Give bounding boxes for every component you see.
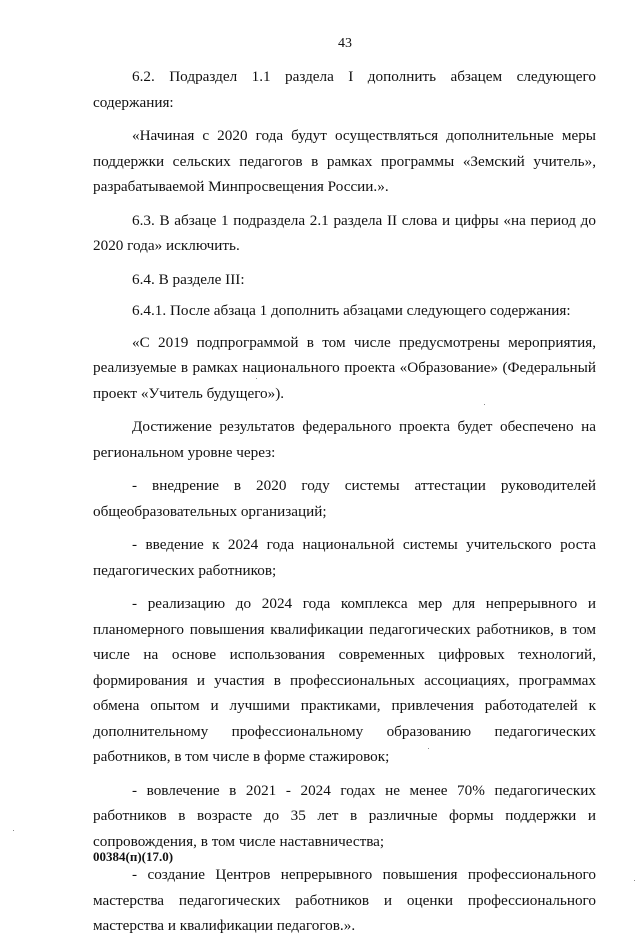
list-item-teacher-growth-system: - введение к 2024 года национальной системы учительского роста педагогических работников; [93, 536, 596, 579]
paragraph-6-2: 6.2. Подраздел 1.1 раздела I дополнить абзацем следующего содержания: [93, 68, 596, 111]
paragraph-6-4-1: 6.4.1. После абзаца 1 дополнить абзацами следующего содержания: [132, 302, 571, 319]
scan-speck [634, 880, 635, 881]
paragraph-6-4: 6.4. В разделе III: [132, 270, 245, 288]
list-item-qualification-measures: - реализацию до 2024 года комплекса мер для непрерывного и планомерного повышения квалификации педагогических работников, в том числе на основе использования современных цифровых технологий, формирования и участия в профессиональных ассоциациях, программах обмена опытом и лучшими практиками, привлечения работодателей к дополнительному профессиональному образованию педагогических работников, в том числе в форме стажировок; [93, 595, 596, 765]
document-body [93, 64, 596, 947]
page-number: 43 [338, 36, 352, 51]
scan-speck [428, 748, 429, 749]
scan-speck [256, 378, 257, 379]
document-code: 00384(п)(17.0) [93, 849, 174, 864]
paragraph-6-3: 6.3. В абзаце 1 подраздела 2.1 раздела II слова и цифры «на период до 2020 года» исключить. [93, 211, 596, 254]
paragraph-zemsky-uchitel-quote: «Начиная с 2020 года будут осуществляться дополнительные меры поддержки сельских педагогов в рамках программы «Земский учитель», разрабатываемой Минпросвещения России.». [93, 127, 596, 195]
list-item-certification-2020: - внедрение в 2020 году системы аттестации руководителей общеобразовательных организаций; [93, 477, 596, 520]
paragraph-subprogram-2019: «С 2019 подпрограммой в том числе предусмотрены мероприятия, реализуемые в рамках национального проекта «Образование» (Федеральный проект «Учитель будущего»). [93, 333, 596, 402]
paragraph-results-regional-level: Достижение результатов федерального проекта будет обеспечено на региональном уровне через: [93, 418, 596, 461]
list-item-young-teachers-support: - вовлечение в 2021 - 2024 годах не менее 70% педагогических работников в возрасте до 35 лет в различные формы поддержки и сопровождения, в том числе наставничества; [93, 781, 596, 850]
list-item-professional-centers: - создание Центров непрерывного повышения профессионального мастерства педагогических работников и оценки профессионального мастерства и квалификации педагогов.». [93, 866, 596, 934]
scan-speck [484, 404, 485, 405]
scan-speck [13, 830, 14, 831]
